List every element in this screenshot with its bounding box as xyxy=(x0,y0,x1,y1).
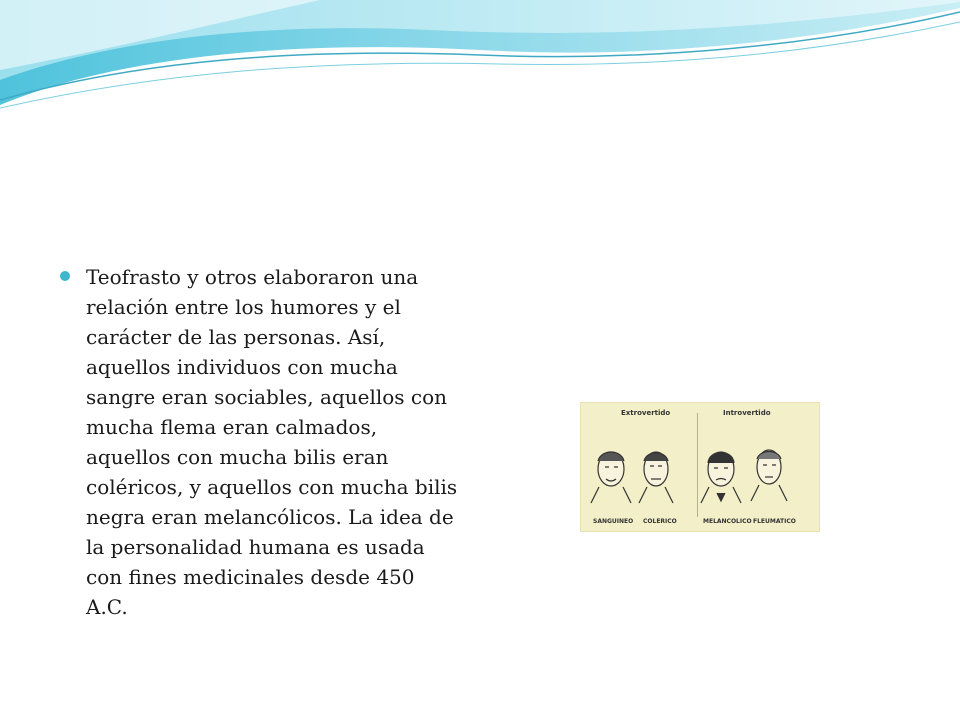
label-introvertido: Introvertido xyxy=(723,409,771,417)
face-melancolico-icon xyxy=(701,452,741,503)
face-flematico-icon xyxy=(751,450,787,501)
wave-header-decoration xyxy=(0,0,960,110)
bullet-text: Teofrasto y otros elaboraron una relación entre los humores y el carácter de las personas. Así, aquellos individuos con mucha sangre eran sociables, aquellos con mucha flema eran calmados, aquellos con mucha bilis eran coléricos, y aquellos con mucha bilis negra eran melancólicos. La idea de la personalidad humana es usada con fines medicinales desde 450 A.C. xyxy=(86,265,458,619)
bullet-item xyxy=(60,262,460,622)
label-colerico: COLERICO xyxy=(643,518,677,525)
label-melancolico: MELANCOLICO xyxy=(703,518,752,525)
label-sanguineo: SANGUINEO xyxy=(593,518,634,525)
faces-drawing xyxy=(581,403,819,531)
bullet-list xyxy=(60,262,460,622)
face-colerico-icon xyxy=(639,452,673,503)
label-extrovertido: Extrovertido xyxy=(621,409,671,417)
temperaments-image xyxy=(580,402,820,532)
face-sanguineo-icon xyxy=(591,452,631,503)
bullet-icon xyxy=(60,271,70,281)
label-fleumatico: FLEUMATICO xyxy=(753,518,796,525)
